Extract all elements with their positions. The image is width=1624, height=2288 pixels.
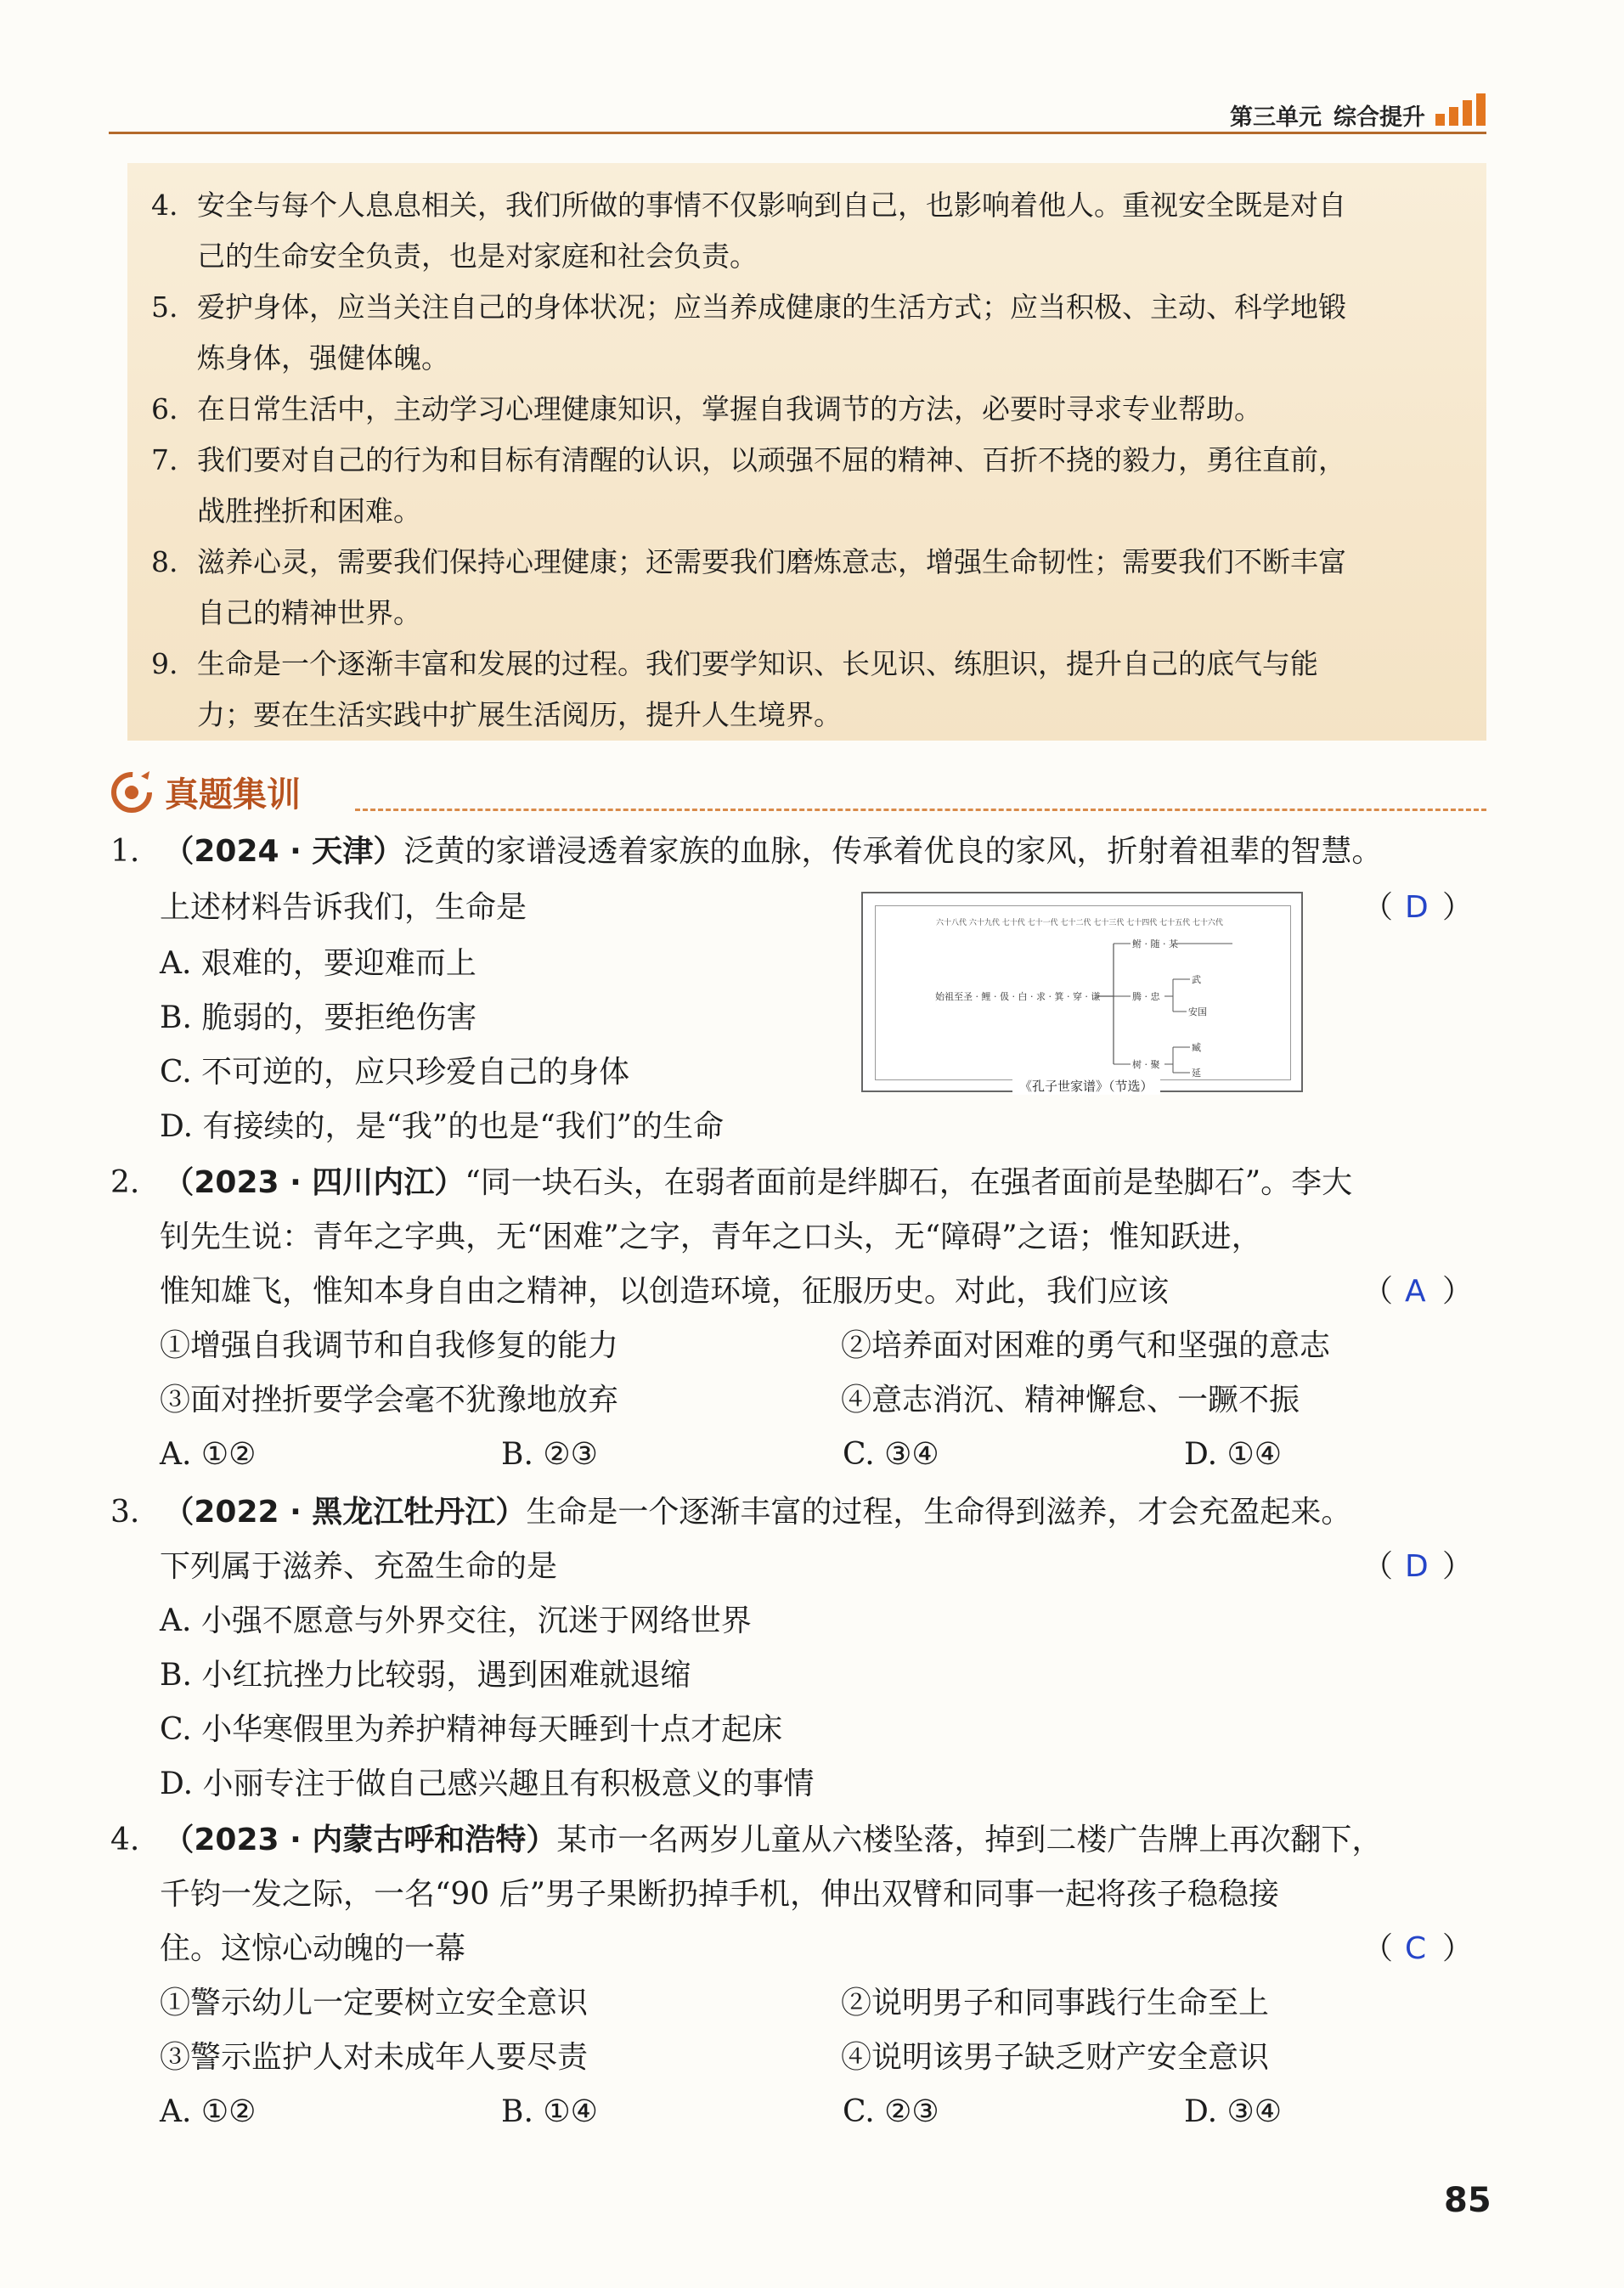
svg-text:臧: 臧	[1192, 1042, 1201, 1053]
figure-caption: 《孔子世家谱》（节选）	[1012, 1077, 1160, 1095]
question-1-line-1: 1. （2024 · 天津）泛黄的家谱浸透着家族的血脉，传承着优良的家风，折射着祖辈的智慧。	[110, 834, 1383, 869]
question-2-line-1: 2. （2023 · 四川内江）“同一块石头，在弱者面前是绊脚石，在强者面前是垫脚石”。李大	[110, 1165, 1353, 1200]
question-3-line-2: 下列属于滋养、充盈生命的是	[160, 1549, 558, 1584]
option: C. 小华寒假里为养护精神每天睡到十点才起床	[160, 1712, 783, 1747]
section-title: 真题集训	[165, 775, 301, 814]
question-3-line-1: 3. （2022 · 黑龙江牡丹江）生命是一个逐渐丰富的过程，生命得到滋养，才会充盈起来。	[110, 1495, 1352, 1530]
choice: B. ②③	[501, 1437, 598, 1472]
summary-item: 9. 生命是一个逐渐丰富和发展的过程。我们要学知识、长见识、练胆识，提升自己的底气与能 力；要在生活实践中扩展生活阅历，提升人生境界。	[151, 647, 1318, 731]
statement: ④说明该男子缺乏财产安全意识	[841, 2040, 1270, 2075]
statement: ①警示幼儿一定要树立安全意识	[160, 1986, 589, 2020]
genealogy-root: 始祖至圣 · 鲤 · 伋 · 白 · 求 · 箕 · 穿 · 谦	[935, 991, 1101, 1002]
question-4-line-2: 千钧一发之际，一名“90 后”男子果断扔掉手机，伸出双臂和同事一起将孩子稳稳接	[160, 1877, 1280, 1912]
choice: B. ①④	[501, 2094, 598, 2129]
genealogy-figure	[861, 892, 1303, 1104]
page-number: 85	[1444, 2181, 1491, 2220]
bar-chart-icon	[1435, 95, 1486, 126]
choice: C. ②③	[843, 2094, 939, 2129]
page-header	[109, 92, 1486, 134]
choice: A. ①②	[160, 2094, 257, 2129]
question-2-line-3: 惟知雄飞，惟知本身自由之精神，以创造环境，征服历史。对此，我们应该	[160, 1274, 1170, 1309]
statement: ③面对挫折要学会毫不犹豫地放弃	[160, 1383, 619, 1417]
svg-text:安国: 安国	[1188, 1006, 1207, 1017]
question-4-line-3: 住。这惊心动魄的一幕	[160, 1931, 466, 1966]
svg-text:武: 武	[1192, 974, 1201, 985]
summary-item: 6. 在日常生活中，主动学习心理健康知识，掌握自我调节的方法，必要时寻求专业帮助。	[151, 392, 1262, 425]
section-header	[109, 764, 1486, 815]
answer-letter: A	[1405, 1274, 1426, 1309]
genealogy-tree	[876, 906, 1290, 1079]
svg-text:腾 · 忠: 腾 · 忠	[1132, 991, 1160, 1002]
summary-item: 4. 安全与每个人息息相关，我们所做的事情不仅影响到自己，也影响着他人。重视安全既是对自 己的生命安全负责，也是对家庭和社会负责。	[151, 189, 1346, 273]
question-2-line-2: 钊先生说：青年之字典，无“困难”之字，青年之口头，无“障碍”之语；惟知跃进，	[160, 1220, 1262, 1254]
answer-letter: D	[1405, 1549, 1429, 1584]
svg-text:延: 延	[1192, 1068, 1201, 1079]
statement: ①增强自我调节和自我修复的能力	[160, 1328, 619, 1363]
option: A. 艰难的，要迎难而上	[160, 946, 476, 981]
question-4-line-1: 4. （2023 · 内蒙古呼和浩特）某市一名两岁儿童从六楼坠落，掉到二楼广告牌上再次翻下，	[110, 1823, 1383, 1857]
section-divider	[355, 809, 1486, 811]
generation-row: 六十八代 六十九代 七十代 七十一代 七十二代 七十三代 七十四代 七十五代 七十六代	[936, 919, 1223, 927]
question-source: （2024 · 天津）	[163, 834, 404, 869]
header-unit: 第三单元	[1230, 104, 1322, 131]
statement: ②培养面对困难的勇气和坚强的意志	[841, 1328, 1331, 1363]
answer-letter: D	[1405, 890, 1429, 925]
svg-text:鲋 · 随 · 某: 鲋 · 随 · 某	[1132, 938, 1178, 950]
summary-item: 5. 爱护身体，应当关注自己的身体状况；应当养成健康的生活方式；应当积极、主动、科学地锻 炼身体，强健体魄。	[151, 290, 1346, 375]
statement: ③警示监护人对未成年人要尽责	[160, 2040, 589, 2075]
summary-block	[127, 163, 1486, 741]
question-source: （2022 · 黑龙江牡丹江）	[163, 1495, 527, 1530]
option: B. 小红抗挫力比较弱，遇到困难就退缩	[160, 1658, 691, 1693]
header-section: 综合提升	[1334, 104, 1425, 131]
option: B. 脆弱的，要拒绝伤害	[160, 1000, 477, 1035]
choice: D. ①④	[1184, 1437, 1283, 1472]
option: D. 有接续的，是“我”的也是“我们”的生命	[160, 1109, 725, 1144]
question-source: （2023 · 内蒙古呼和浩特）	[163, 1823, 557, 1857]
summary-item: 8. 滋养心灵，需要我们保持心理健康；还需要我们磨炼意志，增强生命韧性；需要我们不断丰富 自己的精神世界。	[151, 545, 1346, 629]
header-text	[1218, 99, 1425, 132]
header-rule	[109, 132, 1486, 134]
answer-letter: C	[1405, 1931, 1427, 1966]
question-1-line-2: 上述材料告诉我们，生命是	[160, 890, 527, 925]
statement: ②说明男子和同事践行生命至上	[841, 1986, 1270, 2020]
option: A. 小强不愿意与外界交往，沉迷于网络世界	[160, 1603, 752, 1638]
option: D. 小丽专注于做自己感兴趣且有积极意义的事情	[160, 1767, 815, 1801]
option: C. 不可逆的，应只珍爱自己的身体	[160, 1055, 630, 1090]
choice: A. ①②	[160, 1437, 257, 1472]
target-icon	[109, 768, 155, 814]
statement: ④意志消沉、精神懈怠、一蹶不振	[841, 1383, 1300, 1417]
choice: C. ③④	[843, 1437, 939, 1472]
summary-item: 7. 我们要对自己的行为和目标有清醒的认识，以顽强不屈的精神、百折不挠的毅力，勇往直前， 战胜挫折和困难。	[151, 443, 1346, 527]
svg-text:树 · 聚: 树 · 聚	[1132, 1059, 1160, 1070]
question-source: （2023 · 四川内江）	[163, 1165, 465, 1200]
choice: D. ③④	[1184, 2094, 1283, 2129]
